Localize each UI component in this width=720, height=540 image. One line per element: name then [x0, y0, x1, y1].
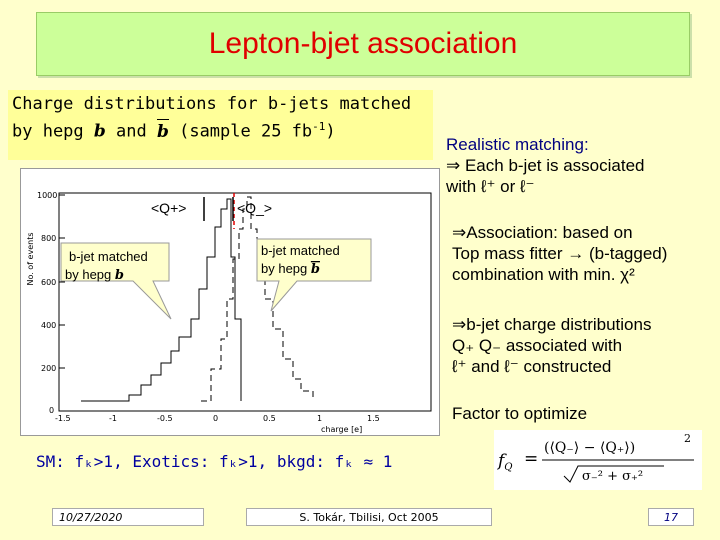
formula-minus: − [583, 440, 596, 456]
right-text-line: ⇒Association: based on [452, 223, 633, 242]
subtitle-box [8, 90, 433, 160]
subtitle-line-2 [12, 120, 336, 142]
right-text-line: combination with min. χ² [452, 265, 635, 284]
formula-denominator: σ₋² + σ₊² [582, 469, 644, 484]
x-tick-label: 1.5 [367, 414, 380, 423]
x-tick-label: -1 [109, 414, 117, 423]
right-text-line: ℓ⁺ and ℓ⁻ constructed [452, 357, 612, 376]
y-tick-label: 0 [49, 406, 55, 415]
callout-left-line1: b-jet matched [69, 249, 148, 264]
formula-qminus: ⟨Q₋⟩ [549, 440, 580, 456]
formula-lhs [496, 451, 513, 473]
formula-equals: = [524, 449, 539, 469]
y-axis-label: No. of events [26, 232, 35, 286]
right-paragraph-2 [452, 222, 667, 285]
fq-formula [494, 430, 702, 490]
x-ticks [55, 414, 380, 423]
anti-b-quark-symbol: b [156, 121, 169, 142]
subtitle-text: ) [325, 121, 336, 142]
x-tick-label: 0.5 [263, 414, 276, 423]
callout-left-line2 [65, 267, 124, 283]
plot-canvas [21, 169, 441, 437]
x-axis-label: charge [e] [321, 425, 363, 434]
callout-right-line2 [261, 261, 320, 277]
y-tick-label: 600 [41, 278, 57, 287]
subtitle-text: and [105, 121, 157, 142]
formula-exponent: 2 [684, 432, 691, 445]
right-text-line: Q₊ Q₋ associated with [452, 336, 623, 355]
exponent: -1 [312, 120, 326, 133]
sm-exotics-line: SM: fₖ>1, Exotics: fₖ>1, bkgd: fₖ ≈ 1 [36, 452, 393, 471]
qminus-label: <Q_> [237, 200, 273, 216]
subtitle-line-1: Charge distributions for b-jets matched [12, 94, 412, 114]
y-tick-label: 1000 [37, 191, 58, 200]
right-paragraph-3 [452, 314, 651, 377]
footer-date: 10/27/2020 [52, 508, 204, 526]
y-tick-label: 400 [41, 321, 57, 330]
callout-left-text: by hepg [65, 267, 115, 282]
x-tick-label: -1.5 [55, 414, 71, 423]
formula-box [494, 430, 702, 490]
right-paragraph-1 [446, 134, 645, 197]
y-tick-label: 200 [41, 364, 57, 373]
x-tick-label: 0 [213, 414, 219, 423]
factor-to-optimize-label: Factor to optimize [452, 404, 588, 423]
formula-subscript: Q [504, 462, 513, 473]
formula-qplus: ⟨Q₊⟩ [599, 440, 630, 456]
callout-right-line1: b-jet matched [261, 243, 340, 258]
title-banner [36, 12, 690, 76]
x-tick-label: 1 [317, 414, 323, 423]
formula-f: f [498, 451, 505, 471]
b-quark-symbol: b [93, 121, 106, 142]
formula-numerator: (⟨Q₋⟩ − ⟨Q₊⟩) [544, 440, 636, 456]
anti-b-quark-symbol: b [310, 262, 320, 277]
slide-title: Lepton-bjet association [208, 27, 518, 60]
x-tick-label: -0.5 [157, 414, 173, 423]
right-text-line: ⇒ Each b-jet is associated [446, 156, 645, 175]
right-text-line: ⇒b-jet charge distributions [452, 315, 652, 334]
footer-author: S. Tokár, Tbilisi, Oct 2005 [246, 508, 492, 526]
subtitle-text: (sample 25 fb [168, 121, 313, 142]
right-text-line: Top mass fitter → (b-tagged) [452, 244, 668, 263]
right-text-line: with ℓ⁺ or ℓ⁻ [446, 177, 535, 196]
subtitle-text: by hepg [12, 121, 94, 142]
plot-axes-box [59, 193, 431, 411]
qplus-label: <Q+> [151, 200, 187, 216]
charge-distribution-plot [20, 168, 440, 436]
realistic-matching-heading: Realistic matching: [446, 135, 589, 154]
b-quark-symbol: b [114, 268, 124, 283]
y-tick-label: 800 [41, 234, 57, 243]
footer-page-number: 17 [648, 508, 694, 526]
callout-right-text: by hepg [261, 261, 311, 276]
